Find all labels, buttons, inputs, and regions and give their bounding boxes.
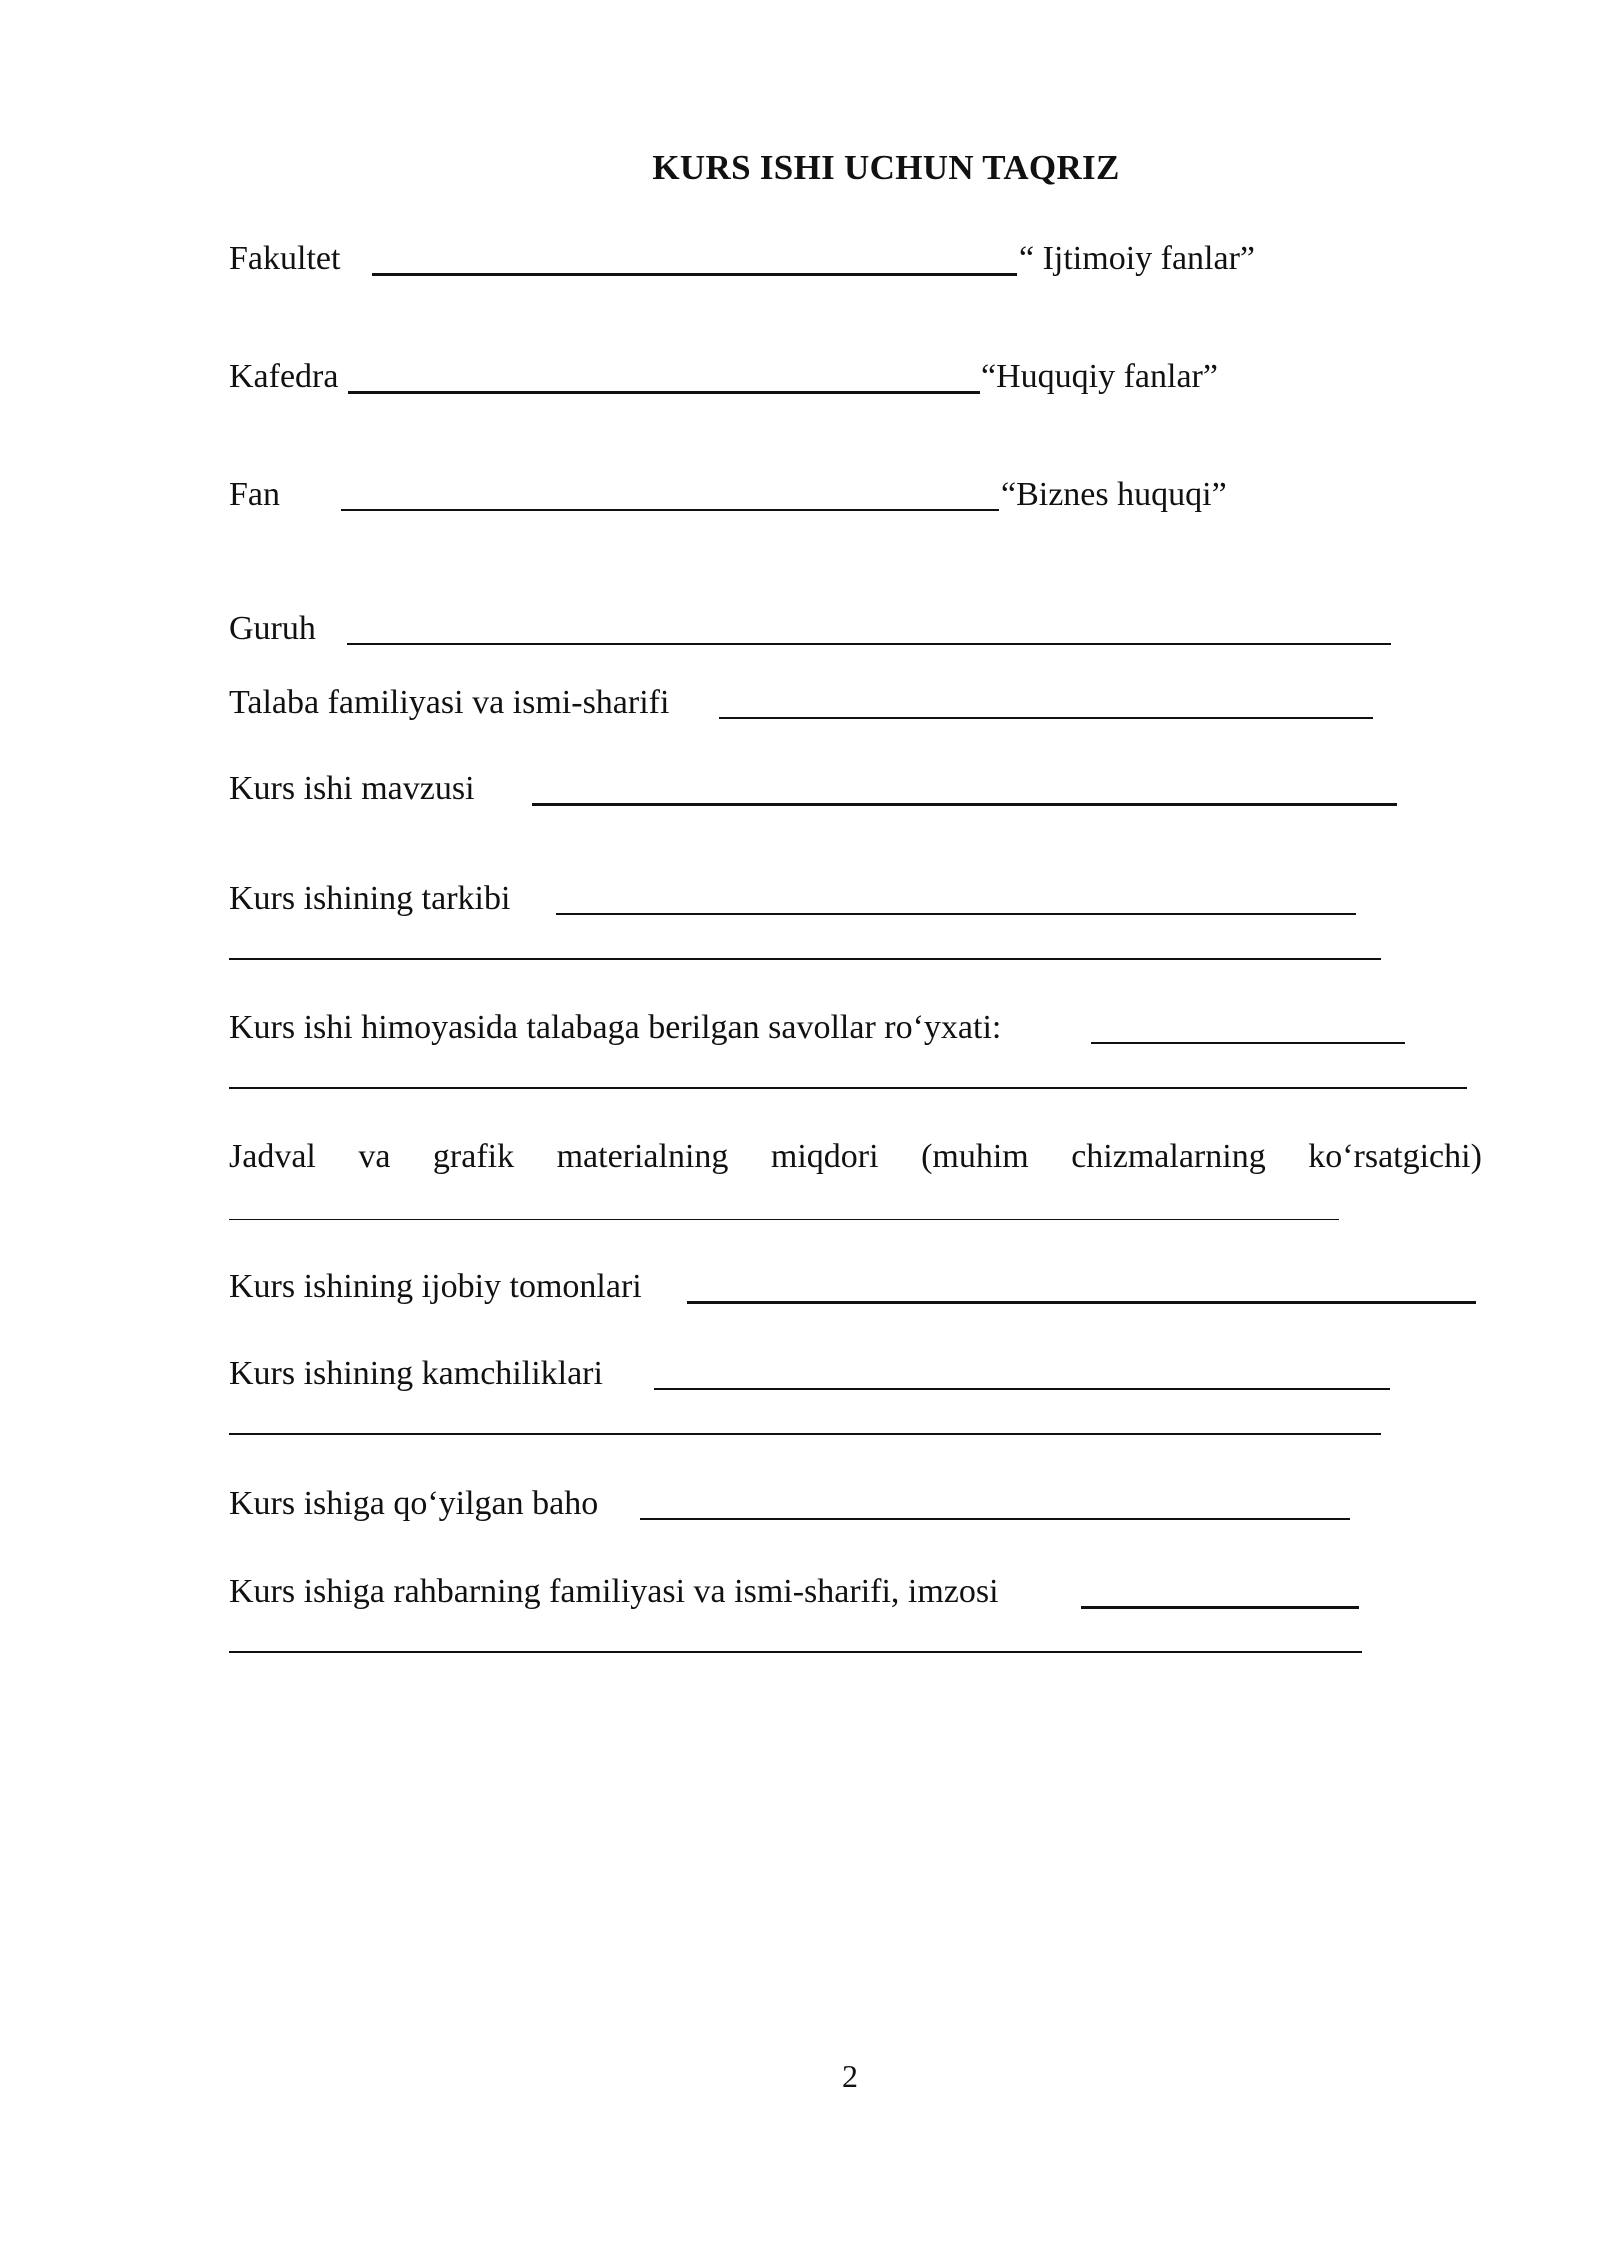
tarkib-label: Kurs ishining tarkibi: [229, 880, 511, 917]
jadval-word: ko‘rsatgichi): [1308, 1138, 1482, 1175]
jadval-word: (muhim: [921, 1138, 1029, 1175]
kamchilik-label: Kurs ishining kamchiliklari: [229, 1355, 603, 1392]
talaba-label: Talaba familiyasi va ismi-sharifi: [229, 684, 670, 721]
rahbar-blank-2[interactable]: [229, 1651, 1362, 1653]
rahbar-blank[interactable]: [1081, 1606, 1359, 1609]
savollar-blank-2[interactable]: [229, 1087, 1467, 1089]
mavzu-row: [229, 767, 1429, 811]
kafedra-row: [229, 355, 1329, 399]
jadval-word: materialning: [556, 1138, 729, 1175]
kafedra-blank[interactable]: [348, 391, 980, 394]
baho-row: [229, 1482, 1529, 1526]
savollar-label: Kurs ishi himoyasida talabaga berilgan savollar ro‘yxati:: [229, 1009, 1002, 1046]
fan-value: “Biznes huquqi”: [1001, 476, 1227, 513]
kamchilik-row: [229, 1352, 1529, 1396]
fakultet-value: “ Ijtimoiy fanlar”: [1019, 240, 1256, 277]
jadval-word: chizmalarning: [1071, 1138, 1266, 1175]
kafedra-value: “Huquqiy fanlar”: [981, 358, 1218, 395]
fan-blank[interactable]: [341, 509, 999, 511]
document-title: KURS ISHI UCHUN TAQRIZ: [652, 148, 1120, 187]
tarkib-blank[interactable]: [556, 913, 1356, 915]
tarkib-row: [229, 877, 1429, 921]
baho-label: Kurs ishiga qo‘yilgan baho: [229, 1485, 599, 1522]
kafedra-label: Kafedra: [229, 358, 339, 395]
ijobiy-row: [229, 1265, 1529, 1309]
guruh-label: Guruh: [229, 610, 316, 647]
tarkib-blank-2[interactable]: [229, 958, 1381, 960]
fan-label: Fan: [229, 476, 280, 513]
kamchilik-blank-2[interactable]: [229, 1433, 1381, 1435]
kamchilik-blank[interactable]: [654, 1388, 1390, 1390]
talaba-row: [229, 681, 1429, 725]
jadval-blank[interactable]: [229, 1219, 1339, 1220]
savollar-blank[interactable]: [1091, 1042, 1405, 1044]
baho-blank[interactable]: [640, 1518, 1350, 1520]
talaba-blank[interactable]: [719, 717, 1373, 719]
fan-row: [229, 473, 1329, 517]
jadval-word: va: [358, 1138, 391, 1175]
guruh-row: [229, 607, 1429, 651]
jadval-row: [229, 1135, 1482, 1179]
fakultet-row: [229, 237, 1329, 281]
page-number: 2: [842, 2058, 858, 2094]
fakultet-label: Fakultet: [229, 240, 341, 277]
mavzu-label: Kurs ishi mavzusi: [229, 770, 475, 807]
guruh-blank[interactable]: [347, 643, 1391, 645]
savollar-row: [229, 1006, 1529, 1050]
jadval-word: miqdori: [770, 1138, 879, 1175]
ijobiy-label: Kurs ishining ijobiy tomonlari: [229, 1268, 642, 1305]
rahbar-row: [229, 1570, 1529, 1614]
mavzu-blank[interactable]: [532, 803, 1397, 806]
rahbar-label: Kurs ishiga rahbarning familiyasi va ismi-sharifi, imzosi: [229, 1573, 999, 1610]
jadval-word: Jadval: [229, 1138, 316, 1175]
ijobiy-blank[interactable]: [687, 1301, 1476, 1304]
fakultet-blank[interactable]: [372, 273, 1017, 276]
jadval-word: grafik: [432, 1138, 515, 1175]
